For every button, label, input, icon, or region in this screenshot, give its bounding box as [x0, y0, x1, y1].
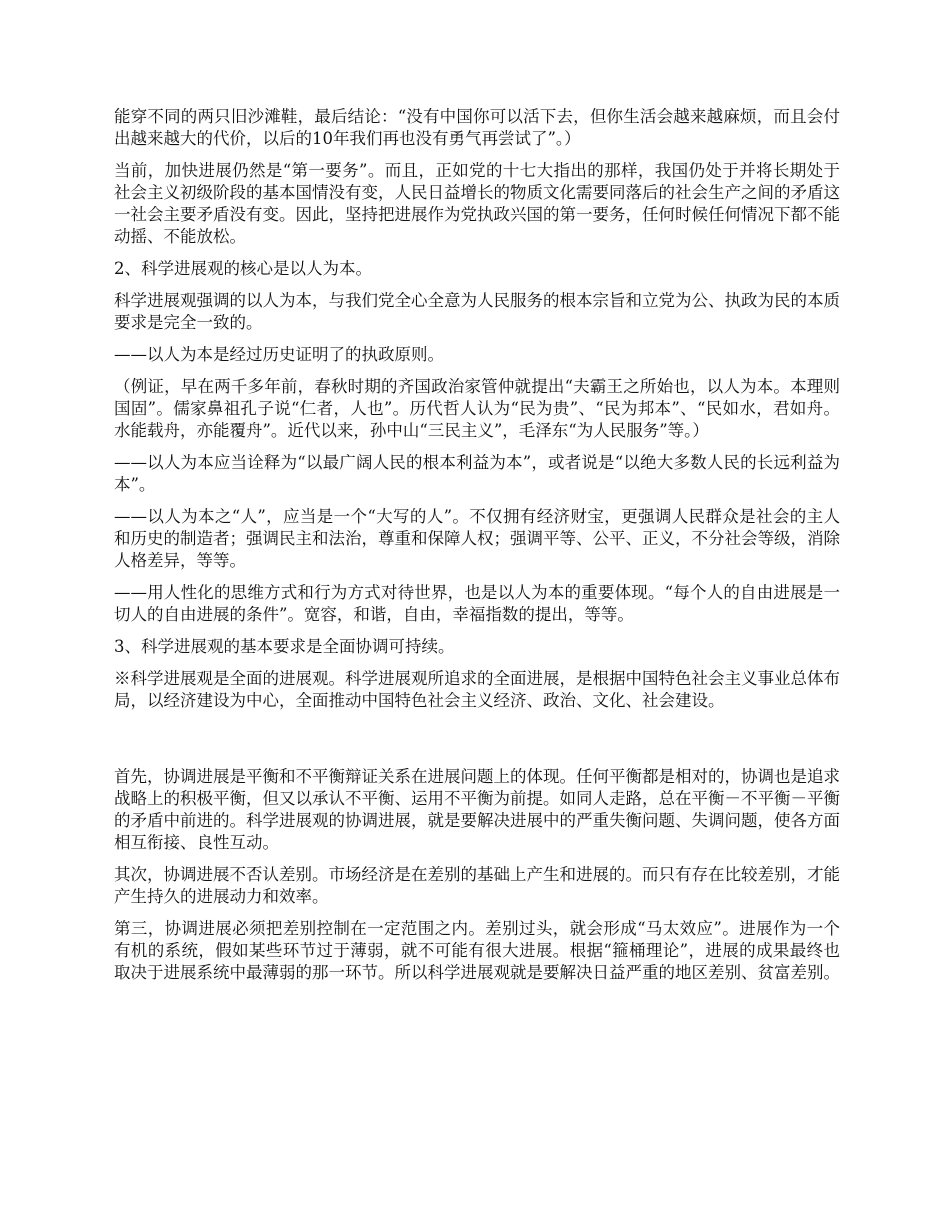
section-heading-3: 3、科学进展观的基本要求是全面协调可持续。	[114, 637, 455, 656]
paragraph-9: ——用人性化的思维方式和行为方式对待世界，也是以人为本的重要体现。“每个人的自由进展是一切人的自由进展的条件”。宽容，和谐，自由，幸福指数的提出，等等。	[114, 583, 840, 624]
paragraph-13: 其次，协调进展不否认差别。市场经济是在差别的基础上产生和进展的。而只有存在比较差别，才能产生持久的进展动力和效率。	[114, 865, 840, 906]
paragraph-8: ——以人为本之“人”，应当是一个“大写的人”。不仅拥有经济财宝，更强调人民群众是社会的主人和历史的制造者；强调民主和法治，尊重和保障人权；强调平等、公平、正义，不分社会等级，消除人格差异，等等。	[114, 507, 840, 570]
paragraph-7: ——以人为本应当诠释为“以最广阔人民的根本利益为本”，或者说是“以绝大多数人民的长远利益为本”。	[114, 453, 840, 494]
paragraph-11: ※科学进展观是全面的进展观。科学进展观所追求的全面进展，是根据中国特色社会主义事业总体布局，以经济建设为中心，全面推动中国特色社会主义经济、政治、文化、社会建设。	[114, 669, 840, 710]
paragraph-5: ——以人为本是经过历史证明了的执政原则。	[114, 345, 444, 364]
blank-gap	[114, 722, 840, 766]
paragraph-12: 首先，协调进展是平衡和不平衡辩证关系在进展问题上的体现。任何平衡都是相对的，协调也是追求战略上的积极平衡，但又以承认不平衡、运用不平衡为前提。如同人走路，总在平衡－不平衡－平衡的矛盾中前进的。科学进展观的协调进展，就是要解决进展中的严重失衡问题、失调问题，使各方面相互衔接、良性互动。	[114, 767, 840, 852]
paragraph-1: 能穿不同的两只旧沙滩鞋，最后结论：“没有中国你可以活下去，但你生活会越来越麻烦，而且会付出越来越大的代价，以后的10年我们再也没有勇气再尝试了”。）	[114, 107, 840, 148]
paragraph-4: 科学进展观强调的以人为本，与我们党全心全意为人民服务的根本宗旨和立党为公、执政为民的本质要求是完全一致的。	[114, 291, 840, 332]
section-heading-2: 2、科学进展观的核心是以人为本。	[114, 259, 372, 278]
document-page	[114, 106, 840, 994]
paragraph-6: （例证，早在两千多年前，春秋时期的齐国政治家管仲就提出“夫霸王之所始也，以人为本。本理则国固”。儒家鼻祖孔子说“仁者，人也”。历代哲人认为“民为贵”、“民为邦本”、“民如水，君如舟。水能载舟，亦能覆舟”。近代以来，孙中山“三民主义”，毛泽东“为人民服务”等。）	[114, 377, 840, 440]
paragraph-14: 第三，协调进展必须把差别控制在一定范围之内。差别过头，就会形成“马太效应”。进展作为一个有机的系统，假如某些环节过于薄弱，就不可能有很大进展。根据“箍桶理论”，进展的成果最终也取决于进展系统中最薄弱的那一环节。所以科学进展观就是要解决日益严重的地区差别、贫富差别。	[114, 919, 840, 982]
paragraph-2: 当前，加快进展仍然是“第一要务”。而且，正如党的十七大指出的那样，我国仍处于并将长期处于社会主义初级阶段的基本国情没有变，人民日益增长的物质文化需要同落后的社会生产之间的矛盾这一社会主要矛盾没有变。因此，坚持把进展作为党执政兴国的第一要务，任何时候任何情况下都不能动摇、不能放松。	[114, 161, 840, 246]
